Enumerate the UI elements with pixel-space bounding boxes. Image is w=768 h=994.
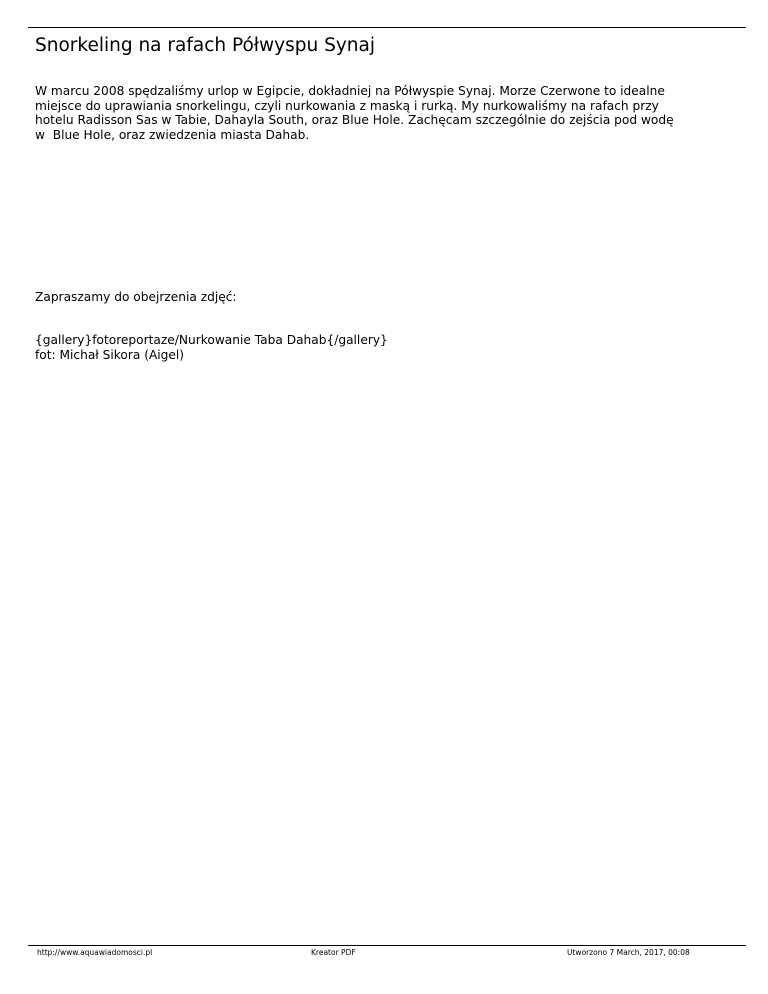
article-body-line: miejsce do uprawiania snorkelingu, czyli nurkowania z maską i rurką. My nurkowaliśmy na rafach przy [35, 98, 659, 113]
article-title: Snorkeling na rafach Półwyspu Synaj [35, 35, 376, 56]
footer-divider [28, 945, 746, 946]
article-body-line: w Blue Hole, oraz zwiedzenia miasta Dahab. [35, 127, 310, 142]
footer-generator: Kreator PDF [311, 948, 356, 957]
article-body [35, 84, 735, 142]
footer-created-date: Utworzono 7 March, 2017, 00:08 [567, 948, 690, 957]
article-body-line: W marcu 2008 spędzaliśmy urlop w Egipcie, dokładniej na Półwyspie Synaj. Morze Czerwone to idealne [35, 84, 665, 98]
footer-site-url: http://www.aquawiadomosci.pl [37, 948, 153, 957]
gallery-tag: {gallery}fotoreportaze/Nurkowanie Taba Dahab{/gallery} [35, 333, 388, 347]
header-divider [28, 27, 746, 28]
photo-credit: fot: Michał Sikora (Aigel) [35, 347, 185, 362]
gallery-block [35, 333, 388, 362]
article-body-line: hotelu Radisson Sas w Tabie, Dahayla South, oraz Blue Hole. Zachęcam szczególnie do zejścia pod wodę [35, 113, 674, 127]
gallery-invite-text: Zapraszamy do obejrzenia zdjęć: [35, 290, 237, 304]
